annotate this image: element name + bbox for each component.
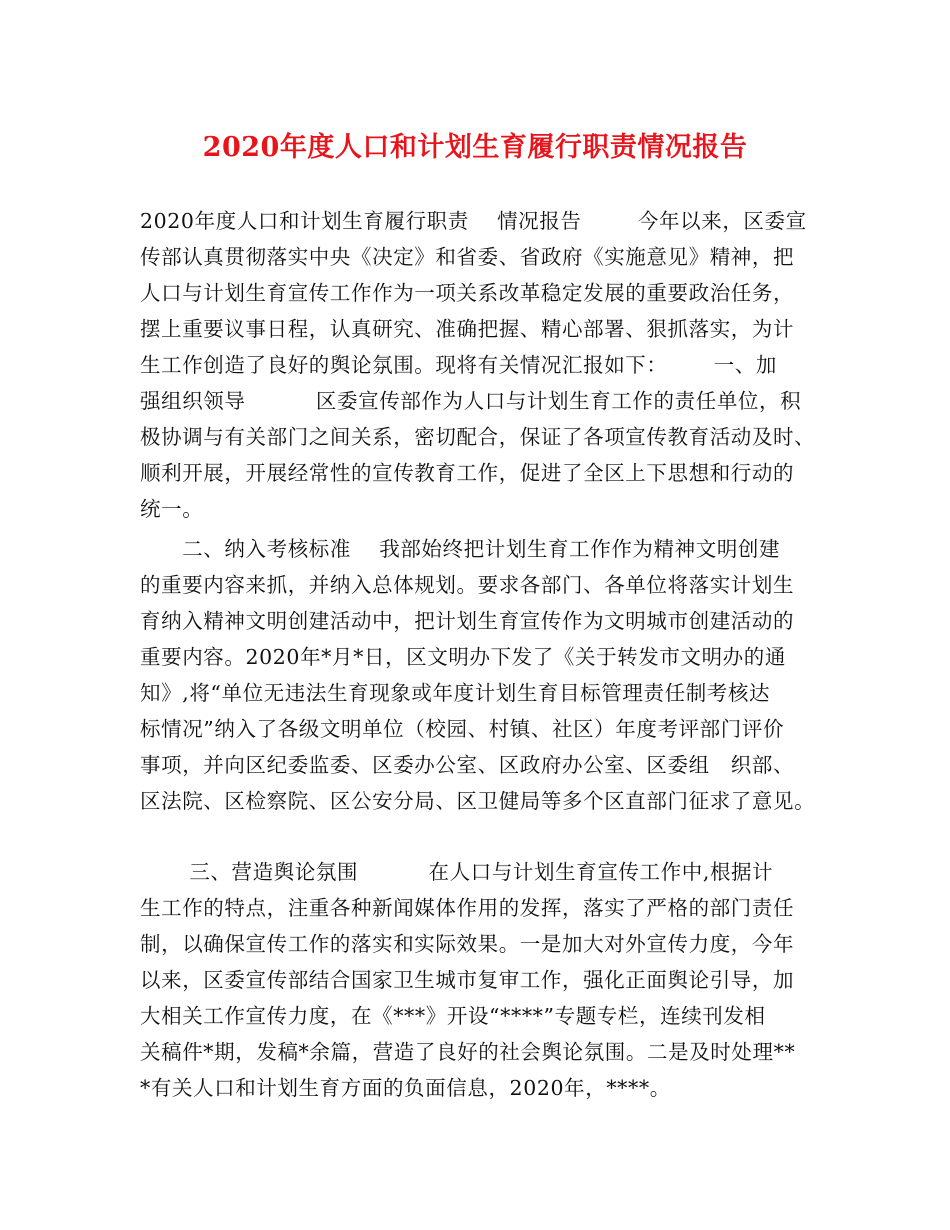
text-line: 以来，区委宣传部结合国家卫生城市复审工作，强化正面舆论引导，加: [140, 968, 795, 992]
text-line: 大相关工作宣传力度，在《***》开设“****”专题专栏，连续刊发相: [140, 1004, 766, 1028]
text-line: 生工作创造了良好的舆论氛围。现将有关情况汇报如下： 一、加: [140, 353, 777, 377]
text-line: 摆上重要议事日程，认真研究、准确把握、精心部署、狠抓落实，为计: [140, 317, 795, 341]
text-line: 统一。: [140, 497, 204, 521]
text-line: 二、纳入考核标准 我部始终把计划生育工作作为精神文明创建: [140, 537, 781, 561]
text-line: 生工作的特点，注重各种新闻媒体作用的发挥，落实了严格的部门责任: [140, 896, 795, 920]
text-line: 的重要内容来抓，并纳入总体规划。要求各部门、各单位将落实计划生: [140, 573, 795, 597]
text-line: 三、营造舆论氛围 在人口与计划生育宣传工作中,根据计: [140, 860, 774, 884]
text-line: 极协调与有关部门之间关系，密切配合，保证了各项宣传教育活动及时、: [140, 425, 816, 449]
text-line: 事项，并向区纪委监委、区委办公室、区政府办公室、区委组 织部、: [140, 753, 795, 777]
text-line: 传部认真贯彻落实中央《决定》和省委、省政府《实施意见》精神，把: [140, 245, 795, 269]
text-line: 强组织领导 区委宣传部作为人口与计划生育工作的责任单位，积: [140, 389, 802, 413]
text-line: 重要内容。2020年*月*日，区文明办下发了《关于转发市文明办的通: [140, 645, 786, 669]
text-line: 育纳入精神文明创建活动中，把计划生育宣传作为文明城市创建活动的: [140, 609, 795, 633]
text-line: 标情况”纳入了各级文明单位（校园、村镇、社区）年度考评部门评价: [140, 717, 785, 741]
text-line: *有关人口和计划生育方面的负面信息，2020年，****。: [140, 1076, 671, 1100]
text-line: 知》,将“单位无违法生育现象或年度计划生育目标管理责任制考核达: [140, 681, 771, 705]
text-line: 制，以确保宣传工作的落实和实际效果。一是加大对外宣传力度，今年: [140, 932, 795, 956]
text-line: 区法院、区检察院、区公安分局、区卫健局等多个区直部门征求了意见。: [140, 789, 816, 813]
text-line: 2020年度人口和计划生育履行职责 情况报告 今年以来，区委宣: [140, 209, 807, 233]
text-line: 关稿件*期，发稿*余篇，营造了良好的社会舆论氛围。二是及时处理**: [140, 1040, 796, 1064]
text-line: 顺利开展，开展经常性的宣传教育工作，促进了全区上下思想和行动的: [140, 461, 795, 485]
text-line: 人口与计划生育宣传工作作为一项关系改革稳定发展的重要政治任务，: [140, 281, 795, 305]
document-title: 2020年度人口和计划生育履行职责情况报告: [202, 132, 748, 163]
